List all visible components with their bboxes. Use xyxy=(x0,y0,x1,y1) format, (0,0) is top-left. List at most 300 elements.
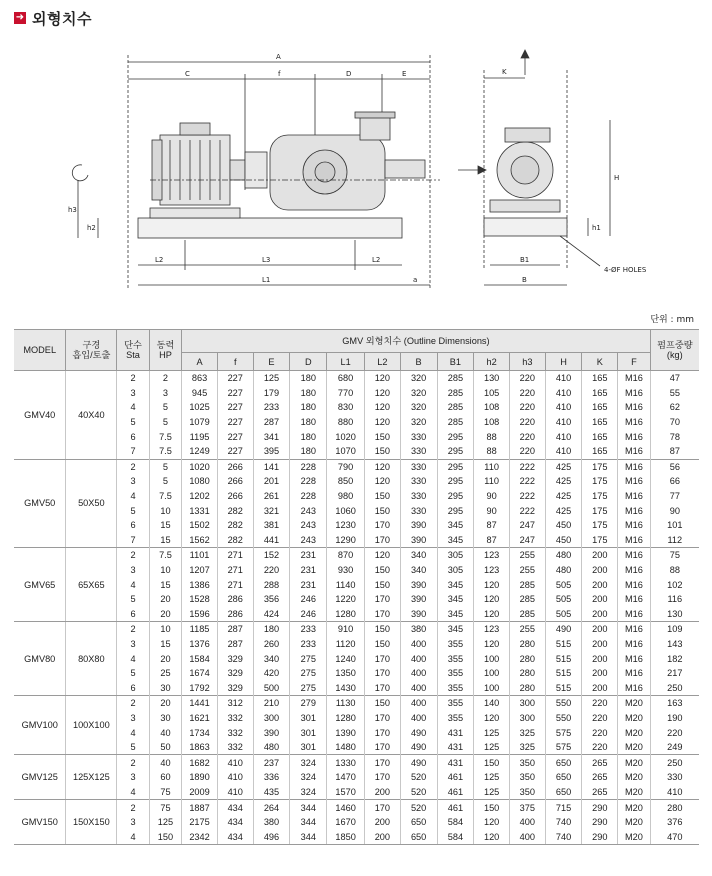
table-cell: 2 xyxy=(117,548,149,563)
table-cell: 50 xyxy=(149,740,181,755)
table-cell: 200 xyxy=(582,592,618,607)
table-cell: 90 xyxy=(474,489,510,504)
header-dim: B xyxy=(400,353,437,371)
dim-label-f: f xyxy=(278,70,281,78)
table-cell: 220 xyxy=(509,386,545,401)
table-cell: 88 xyxy=(474,429,510,444)
table-cell: 100 xyxy=(474,680,510,695)
table-cell: 410 xyxy=(217,755,253,770)
dim-label-b1: B1 xyxy=(520,256,530,264)
table-row xyxy=(14,637,699,652)
table-cell: 410 xyxy=(545,386,582,401)
table-cell: 1376 xyxy=(182,637,218,652)
dim-label-h3: h3 xyxy=(68,206,77,214)
table-cell: 550 xyxy=(545,696,582,711)
table-cell: 255 xyxy=(509,548,545,563)
table-cell: 7.5 xyxy=(149,489,181,504)
table-cell: 770 xyxy=(327,386,365,401)
table-cell: 116 xyxy=(650,592,699,607)
table-cell: 182 xyxy=(650,651,699,666)
table-row xyxy=(14,386,699,401)
table-cell: 345 xyxy=(437,622,474,637)
table-cell: 715 xyxy=(545,800,582,815)
table-cell: 490 xyxy=(400,725,437,740)
table-cell: 243 xyxy=(290,503,327,518)
table-cell: 150 xyxy=(365,429,401,444)
table-cell: 305 xyxy=(437,563,474,578)
table-cell: 3 xyxy=(117,563,149,578)
table-cell: 424 xyxy=(253,607,290,622)
header-model: MODEL xyxy=(14,330,66,371)
table-cell: 1863 xyxy=(182,740,218,755)
table-cell: 1682 xyxy=(182,755,218,770)
table-cell: 1207 xyxy=(182,563,218,578)
table-cell: M16 xyxy=(618,459,650,474)
table-cell: 500 xyxy=(253,680,290,695)
table-cell: 228 xyxy=(290,459,327,474)
table-cell: 227 xyxy=(217,400,253,415)
bore-cell: 40X40 xyxy=(66,371,117,460)
table-cell: 250 xyxy=(650,680,699,695)
table-row xyxy=(14,415,699,430)
table-row xyxy=(14,680,699,695)
table-cell: 1080 xyxy=(182,474,218,489)
table-cell: 1502 xyxy=(182,518,218,533)
table-cell: 227 xyxy=(217,429,253,444)
table-cell: 650 xyxy=(545,785,582,800)
table-cell: 321 xyxy=(253,503,290,518)
header-weight: 펌프중량 (kg) xyxy=(650,330,699,371)
table-cell: 125 xyxy=(474,785,510,800)
table-cell: 231 xyxy=(290,577,327,592)
table-cell: 77 xyxy=(650,489,699,504)
table-cell: 165 xyxy=(582,444,618,459)
table-cell: 300 xyxy=(509,711,545,726)
table-cell: 300 xyxy=(509,696,545,711)
table-cell: 279 xyxy=(290,696,327,711)
table-cell: 280 xyxy=(509,637,545,652)
table-cell: 1850 xyxy=(327,829,365,844)
table-cell: 217 xyxy=(650,666,699,681)
table-cell: 87 xyxy=(474,533,510,548)
table-cell: 870 xyxy=(327,548,365,563)
dim-label-l1: L1 xyxy=(262,276,271,284)
table-cell: M16 xyxy=(618,371,650,386)
table-cell: M16 xyxy=(618,680,650,695)
table-cell: 120 xyxy=(474,711,510,726)
table-cell: 2342 xyxy=(182,829,218,844)
table-cell: 410 xyxy=(217,785,253,800)
table-cell: 163 xyxy=(650,696,699,711)
table-cell: 25 xyxy=(149,666,181,681)
table-cell: 470 xyxy=(650,829,699,844)
model-cell: GMV40 xyxy=(14,371,66,460)
header-stages: 단수 Sta xyxy=(117,330,149,371)
table-cell: 6 xyxy=(117,607,149,622)
table-cell: 395 xyxy=(253,444,290,459)
model-cell: GMV80 xyxy=(14,622,66,696)
table-cell: 220 xyxy=(582,725,618,740)
table-row xyxy=(14,696,699,711)
table-cell: 520 xyxy=(400,800,437,815)
table-cell: 233 xyxy=(253,400,290,415)
table-cell: 231 xyxy=(290,548,327,563)
table-cell: 1674 xyxy=(182,666,218,681)
table-cell: 101 xyxy=(650,518,699,533)
table-cell: 170 xyxy=(365,755,401,770)
table-cell: 200 xyxy=(365,815,401,830)
dim-label-l2b: L2 xyxy=(372,256,381,264)
table-cell: 123 xyxy=(474,622,510,637)
table-row xyxy=(14,592,699,607)
table-cell: 15 xyxy=(149,577,181,592)
table-cell: 324 xyxy=(290,770,327,785)
table-cell: 345 xyxy=(437,607,474,622)
bore-cell: 150X150 xyxy=(66,800,117,845)
table-cell: 123 xyxy=(474,563,510,578)
table-cell: 231 xyxy=(290,563,327,578)
table-cell: 87 xyxy=(474,518,510,533)
table-cell: 420 xyxy=(253,666,290,681)
table-cell: 3 xyxy=(117,815,149,830)
table-cell: 120 xyxy=(365,371,401,386)
table-cell: 431 xyxy=(437,755,474,770)
table-cell: 431 xyxy=(437,740,474,755)
table-cell: 220 xyxy=(509,444,545,459)
table-cell: M20 xyxy=(618,725,650,740)
table-cell: 410 xyxy=(545,415,582,430)
table-cell: 345 xyxy=(437,592,474,607)
table-cell: 1220 xyxy=(327,592,365,607)
header-dim: h3 xyxy=(509,353,545,371)
section-title xyxy=(14,8,92,28)
table-cell: 340 xyxy=(400,563,437,578)
table-cell: M20 xyxy=(618,800,650,815)
table-cell: 201 xyxy=(253,474,290,489)
table-cell: 345 xyxy=(437,518,474,533)
table-cell: 2 xyxy=(117,696,149,711)
table-cell: 210 xyxy=(253,696,290,711)
table-cell: 285 xyxy=(437,371,474,386)
table-row xyxy=(14,770,699,785)
table-cell: 330 xyxy=(400,474,437,489)
table-cell: 790 xyxy=(327,459,365,474)
table-cell: M16 xyxy=(618,400,650,415)
table-cell: M16 xyxy=(618,518,650,533)
table-row xyxy=(14,785,699,800)
table-cell: 1621 xyxy=(182,711,218,726)
table-cell: 410 xyxy=(545,444,582,459)
table-cell: 285 xyxy=(437,386,474,401)
table-cell: 130 xyxy=(474,371,510,386)
dim-label-a-small: a xyxy=(413,276,418,284)
table-cell: 330 xyxy=(400,489,437,504)
table-cell: 2 xyxy=(117,622,149,637)
table-cell: 355 xyxy=(437,637,474,652)
table-cell: 3 xyxy=(117,770,149,785)
table-cell: 290 xyxy=(582,829,618,844)
table-cell: 295 xyxy=(437,474,474,489)
table-cell: 400 xyxy=(400,711,437,726)
table-row xyxy=(14,815,699,830)
table-cell: 1195 xyxy=(182,429,218,444)
table-cell: M16 xyxy=(618,429,650,444)
table-cell: 1079 xyxy=(182,415,218,430)
table-cell: 56 xyxy=(650,459,699,474)
table-cell: 2 xyxy=(149,371,181,386)
table-cell: 150 xyxy=(149,829,181,844)
bore-cell: 50X50 xyxy=(66,459,117,548)
table-cell: 180 xyxy=(253,622,290,637)
table-cell: 5 xyxy=(117,740,149,755)
table-cell: 490 xyxy=(400,755,437,770)
table-cell: 410 xyxy=(217,770,253,785)
table-cell: 505 xyxy=(545,592,582,607)
table-cell: 330 xyxy=(400,429,437,444)
table-cell: 2 xyxy=(117,800,149,815)
table-cell: 355 xyxy=(437,651,474,666)
table-cell: 1070 xyxy=(327,444,365,459)
table-cell: 3 xyxy=(149,386,181,401)
table-cell: 515 xyxy=(545,680,582,695)
table-cell: 1390 xyxy=(327,725,365,740)
table-cell: 90 xyxy=(650,503,699,518)
table-cell: 150 xyxy=(365,503,401,518)
table-cell: 220 xyxy=(509,400,545,415)
table-cell: 400 xyxy=(400,680,437,695)
table-cell: 340 xyxy=(400,548,437,563)
table-cell: 320 xyxy=(400,400,437,415)
table-cell: 266 xyxy=(217,474,253,489)
table-cell: 945 xyxy=(182,386,218,401)
table-cell: 505 xyxy=(545,577,582,592)
table-row xyxy=(14,800,699,815)
table-cell: 90 xyxy=(474,503,510,518)
table-cell: 410 xyxy=(545,429,582,444)
table-cell: 584 xyxy=(437,829,474,844)
table-cell: 341 xyxy=(253,429,290,444)
table-cell: M16 xyxy=(618,651,650,666)
table-cell: 40 xyxy=(149,725,181,740)
table-cell: 330 xyxy=(650,770,699,785)
table-cell: 180 xyxy=(290,444,327,459)
table-cell: 282 xyxy=(217,533,253,548)
table-cell: 650 xyxy=(545,770,582,785)
table-cell: 10 xyxy=(149,622,181,637)
arrow-right-icon: ➜ xyxy=(15,12,25,23)
table-cell: 1470 xyxy=(327,770,365,785)
table-cell: 255 xyxy=(509,622,545,637)
table-cell: 575 xyxy=(545,740,582,755)
table-cell: 200 xyxy=(582,680,618,695)
table-cell: 1887 xyxy=(182,800,218,815)
table-cell: 295 xyxy=(437,489,474,504)
table-cell: M20 xyxy=(618,711,650,726)
table-cell: 30 xyxy=(149,711,181,726)
table-cell: 324 xyxy=(290,785,327,800)
table-cell: 400 xyxy=(509,815,545,830)
table-cell: 200 xyxy=(582,577,618,592)
table-cell: 10 xyxy=(149,563,181,578)
table-cell: 4 xyxy=(117,489,149,504)
table-cell: 123 xyxy=(474,548,510,563)
table-cell: 271 xyxy=(217,577,253,592)
table-cell: 78 xyxy=(650,429,699,444)
dim-label-h1: h1 xyxy=(592,224,601,232)
table-cell: 102 xyxy=(650,577,699,592)
table-cell: 400 xyxy=(509,829,545,844)
table-cell: 275 xyxy=(290,680,327,695)
bore-cell: 80X80 xyxy=(66,622,117,696)
table-cell: 140 xyxy=(474,696,510,711)
table-cell: 320 xyxy=(400,415,437,430)
table-cell: 271 xyxy=(217,563,253,578)
table-cell: 330 xyxy=(400,459,437,474)
header-power: 동력 HP xyxy=(149,330,181,371)
table-cell: 285 xyxy=(437,415,474,430)
table-cell: 1101 xyxy=(182,548,218,563)
dim-label-l3: L3 xyxy=(262,256,271,264)
table-cell: 1670 xyxy=(327,815,365,830)
table-cell: 220 xyxy=(650,725,699,740)
unit-label: 단위 : mm xyxy=(650,315,694,325)
table-cell: 2175 xyxy=(182,815,218,830)
table-cell: 55 xyxy=(650,386,699,401)
table-cell: 320 xyxy=(400,386,437,401)
table-cell: 179 xyxy=(253,386,290,401)
table-cell: 150 xyxy=(365,444,401,459)
table-cell: 390 xyxy=(400,577,437,592)
table-cell: 1249 xyxy=(182,444,218,459)
table-cell: 120 xyxy=(365,459,401,474)
table-cell: 237 xyxy=(253,755,290,770)
table-cell: M16 xyxy=(618,666,650,681)
table-cell: M16 xyxy=(618,548,650,563)
table-cell: 332 xyxy=(217,740,253,755)
table-cell: 150 xyxy=(365,637,401,652)
table-cell: 266 xyxy=(217,459,253,474)
table-cell: 5 xyxy=(149,415,181,430)
table-cell: 1386 xyxy=(182,577,218,592)
table-cell: 280 xyxy=(509,680,545,695)
table-cell: 515 xyxy=(545,666,582,681)
header-dim: H xyxy=(545,353,582,371)
table-cell: 6 xyxy=(117,680,149,695)
table-cell: 490 xyxy=(400,740,437,755)
table-cell: 450 xyxy=(545,518,582,533)
table-cell: 70 xyxy=(650,415,699,430)
table-cell: 345 xyxy=(437,533,474,548)
table-cell: 200 xyxy=(582,607,618,622)
table-cell: 4 xyxy=(117,651,149,666)
header-dim: E xyxy=(253,353,290,371)
dim-label-l2a: L2 xyxy=(155,256,164,264)
table-cell: 350 xyxy=(509,770,545,785)
table-cell: 910 xyxy=(327,622,365,637)
table-cell: 220 xyxy=(509,429,545,444)
table-cell: 180 xyxy=(290,386,327,401)
table-cell: 6 xyxy=(117,518,149,533)
table-cell: 376 xyxy=(650,815,699,830)
table-cell: 515 xyxy=(545,637,582,652)
table-cell: 30 xyxy=(149,680,181,695)
bore-cell: 100X100 xyxy=(66,696,117,755)
table-cell: 863 xyxy=(182,371,218,386)
table-cell: 120 xyxy=(365,474,401,489)
table-cell: 575 xyxy=(545,725,582,740)
table-cell: 20 xyxy=(149,607,181,622)
table-cell: 170 xyxy=(365,680,401,695)
table-cell: 112 xyxy=(650,533,699,548)
table-cell: 175 xyxy=(582,533,618,548)
table-cell: 222 xyxy=(509,474,545,489)
table-cell: 2 xyxy=(117,459,149,474)
table-cell: 200 xyxy=(365,785,401,800)
table-cell: 170 xyxy=(365,740,401,755)
table-cell: 680 xyxy=(327,371,365,386)
table-cell: 20 xyxy=(149,651,181,666)
table-cell: 110 xyxy=(474,474,510,489)
table-cell: 255 xyxy=(509,563,545,578)
table-cell: 550 xyxy=(545,711,582,726)
table-cell: 287 xyxy=(253,415,290,430)
table-row xyxy=(14,607,699,622)
table-cell: 175 xyxy=(582,459,618,474)
table-cell: M20 xyxy=(618,740,650,755)
table-cell: 650 xyxy=(400,829,437,844)
table-cell: 295 xyxy=(437,459,474,474)
table-cell: 200 xyxy=(582,622,618,637)
table-cell: 87 xyxy=(650,444,699,459)
table-cell: 3 xyxy=(117,637,149,652)
table-cell: 75 xyxy=(149,800,181,815)
table-row xyxy=(14,711,699,726)
table-cell: 305 xyxy=(437,548,474,563)
table-cell: 180 xyxy=(290,400,327,415)
header-dim: f xyxy=(217,353,253,371)
table-cell: 6 xyxy=(117,429,149,444)
table-row xyxy=(14,371,699,386)
table-cell: 143 xyxy=(650,637,699,652)
table-cell: 150 xyxy=(365,563,401,578)
table-cell: 5 xyxy=(117,666,149,681)
table-row xyxy=(14,548,699,563)
table-cell: 1562 xyxy=(182,533,218,548)
table-cell: 271 xyxy=(217,548,253,563)
dim-label-k: K xyxy=(502,68,507,76)
table-cell: 1734 xyxy=(182,725,218,740)
model-cell: GMV50 xyxy=(14,459,66,548)
table-cell: M20 xyxy=(618,696,650,711)
table-cell: 1350 xyxy=(327,666,365,681)
dimensions-table xyxy=(14,329,699,845)
table-row xyxy=(14,533,699,548)
table-cell: 290 xyxy=(582,815,618,830)
table-cell: 325 xyxy=(509,740,545,755)
table-cell: 200 xyxy=(365,829,401,844)
table-cell: 247 xyxy=(509,518,545,533)
table-cell: 400 xyxy=(400,637,437,652)
table-cell: 520 xyxy=(400,785,437,800)
table-cell: 425 xyxy=(545,474,582,489)
table-cell: 15 xyxy=(149,533,181,548)
dim-label-b: B xyxy=(522,276,527,284)
table-cell: 165 xyxy=(582,371,618,386)
table-cell: 441 xyxy=(253,533,290,548)
table-cell: 200 xyxy=(582,651,618,666)
table-cell: 227 xyxy=(217,415,253,430)
table-cell: 180 xyxy=(290,371,327,386)
